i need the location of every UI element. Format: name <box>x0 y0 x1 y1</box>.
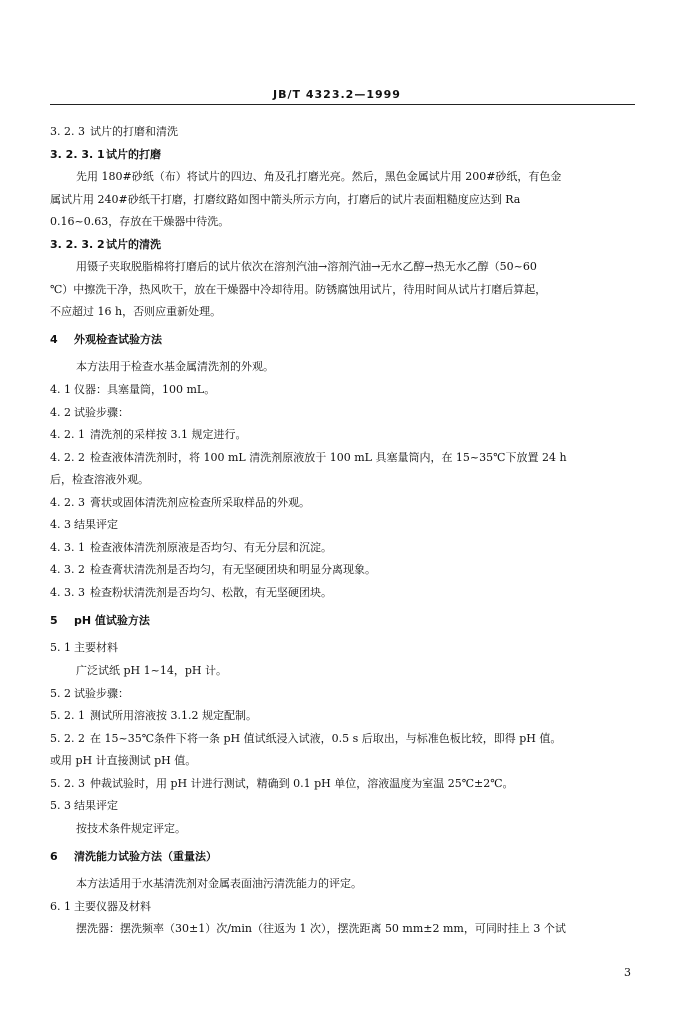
clause-4-2-3 <box>50 496 640 510</box>
clause-number: 5. 1 <box>50 641 71 654</box>
paragraph-line: 按技术条件规定评定。 <box>76 822 186 835</box>
paragraph-line: 不应超过 16 h，否则应重新处理。 <box>50 305 222 318</box>
clause-text: 主要仪器及材料 <box>74 900 151 913</box>
clause-text: 仪器：具塞量筒，100 mL。 <box>74 383 216 396</box>
clause-number: 4. 3. 2 <box>50 563 85 576</box>
section-6-heading <box>50 850 640 864</box>
clause-text: 检查膏状清洗剂是否均匀，有无坚硬团块和明显分离现象。 <box>90 563 376 576</box>
header-rule <box>50 104 635 105</box>
clause-number: 3. 2. 3. 1 <box>50 148 105 161</box>
clause-number: 5. 2. 3 <box>50 777 85 790</box>
clause-text: 结果评定 <box>74 799 118 812</box>
clause-4-3-2 <box>50 563 640 577</box>
clause-3-2-3 <box>50 125 640 139</box>
clause-3-2-3-2 <box>50 238 640 252</box>
paragraph-line: 属试片用 240#砂纸干打磨，打磨纹路如图中箭头所示方向，打磨后的试片表面粗糙度应达到 Ra <box>50 193 521 206</box>
clause-number: 5. 2. 2 <box>50 732 85 745</box>
clause-4-1 <box>50 383 640 397</box>
page-number: 3 <box>624 966 631 979</box>
clause-text: 清洗剂的采样按 3.1 规定进行。 <box>90 428 247 441</box>
section-title: pH 值试验方法 <box>74 614 150 627</box>
section-title: 清洗能力试验方法（重量法） <box>74 850 217 863</box>
paragraph-line: 摆洗器：摆洗频率（30±1）次/min（往返为 1 次），摆洗距离 50 mm±2 mm，可同时挂上 3 个试 <box>76 922 566 935</box>
clause-5-2-1 <box>50 709 640 723</box>
clause-text: 试验步骤： <box>74 406 129 419</box>
section-title: 外观检查试验方法 <box>74 333 162 346</box>
clause-4-2-1 <box>50 428 640 442</box>
paragraph-line: 用镊子夹取脱脂棉将打磨后的试片依次在溶剂汽油→溶剂汽油→无水乙醇→热无水乙醇（50~60 <box>76 260 537 273</box>
clause-text: 检查液体清洗剂原液是否均匀、有无分层和沉淀。 <box>90 541 332 554</box>
clause-text: 仲裁试验时，用 pH 计进行测试，精确到 0.1 pH 单位，溶液温度为室温 25℃±2℃。 <box>90 777 514 790</box>
clause-number: 4. 3. 1 <box>50 541 85 554</box>
clause-number: 4. 2 <box>50 406 71 419</box>
clause-4-3 <box>50 518 640 532</box>
clause-3-2-3-1 <box>50 148 640 162</box>
standard-number-header: JB/T 4323.2—1999 <box>273 88 401 101</box>
clause-5-2-2 <box>50 732 640 746</box>
clause-text: 试验步骤： <box>74 687 129 700</box>
clause-number: 5. 2. 1 <box>50 709 85 722</box>
clause-title: 试片的清洗 <box>106 238 161 251</box>
clause-number: 3. 2. 3. 2 <box>50 238 105 251</box>
clause-number: 4. 3. 3 <box>50 586 85 599</box>
clause-5-3 <box>50 799 640 813</box>
clause-number: 4. 2. 3 <box>50 496 85 509</box>
clause-number: 5. 2 <box>50 687 71 700</box>
paragraph-line: 或用 pH 计直接测试 pH 值。 <box>50 754 197 767</box>
clause-text: 检查液体清洗剂时，将 100 mL 清洗剂原液放于 100 mL 具塞量筒内，在 15~35℃下放置 24 h <box>90 451 567 464</box>
section-number: 5 <box>50 614 58 627</box>
clause-text: 主要材料 <box>74 641 118 654</box>
clause-text: 测试所用溶液按 3.1.2 规定配制。 <box>90 709 257 722</box>
paragraph-line: 本方法适用于水基清洗剂对金属表面油污清洗能力的评定。 <box>76 877 362 890</box>
clause-title: 试片的打磨 <box>106 148 161 161</box>
paragraph-line: ℃）中擦洗干净，热风吹干，放在干燥器中冷却待用。防锈腐蚀用试片，待用时间从试片打磨后算起， <box>50 283 547 296</box>
clause-number: 4. 3 <box>50 518 71 531</box>
clause-text: 结果评定 <box>74 518 118 531</box>
clause-6-1 <box>50 900 640 914</box>
section-number: 4 <box>50 333 58 346</box>
clause-4-3-1 <box>50 541 640 555</box>
clause-5-2 <box>50 687 640 701</box>
section-5-heading <box>50 614 640 628</box>
clause-4-2 <box>50 406 640 420</box>
paragraph-line: 本方法用于检查水基金属清洗剂的外观。 <box>76 360 274 373</box>
clause-number: 3. 2. 3 <box>50 125 85 138</box>
section-4-heading <box>50 333 640 347</box>
paragraph-line: 广泛试纸 pH 1~14，pH 计。 <box>76 664 227 677</box>
paragraph-line: 0.16~0.63，存放在干燥器中待洗。 <box>50 215 230 228</box>
clause-text: 膏状或固体清洗剂应检查所采取样品的外观。 <box>90 496 310 509</box>
clause-number: 4. 2. 2 <box>50 451 85 464</box>
clause-text: 检查粉状清洗剂是否均匀、松散，有无坚硬团块。 <box>90 586 332 599</box>
clause-5-2-3 <box>50 777 640 791</box>
clause-number: 4. 2. 1 <box>50 428 85 441</box>
clause-title: 试片的打磨和清洗 <box>90 125 178 138</box>
clause-text: 在 15~35℃条件下将一条 pH 值试纸浸入试液，0.5 s 后取出，与标准色板比较，即得 pH 值。 <box>90 732 562 745</box>
clause-4-2-2 <box>50 451 640 465</box>
clause-4-3-3 <box>50 586 640 600</box>
clause-number: 6. 1 <box>50 900 71 913</box>
section-number: 6 <box>50 850 58 863</box>
paragraph-line: 先用 180#砂纸（布）将试片的四边、角及孔打磨光亮。然后，黑色金属试片用 200#砂纸，有色金 <box>76 170 562 183</box>
clause-5-1 <box>50 641 640 655</box>
paragraph-line: 后，检查溶液外观。 <box>50 473 149 486</box>
clause-number: 4. 1 <box>50 383 71 396</box>
clause-number: 5. 3 <box>50 799 71 812</box>
